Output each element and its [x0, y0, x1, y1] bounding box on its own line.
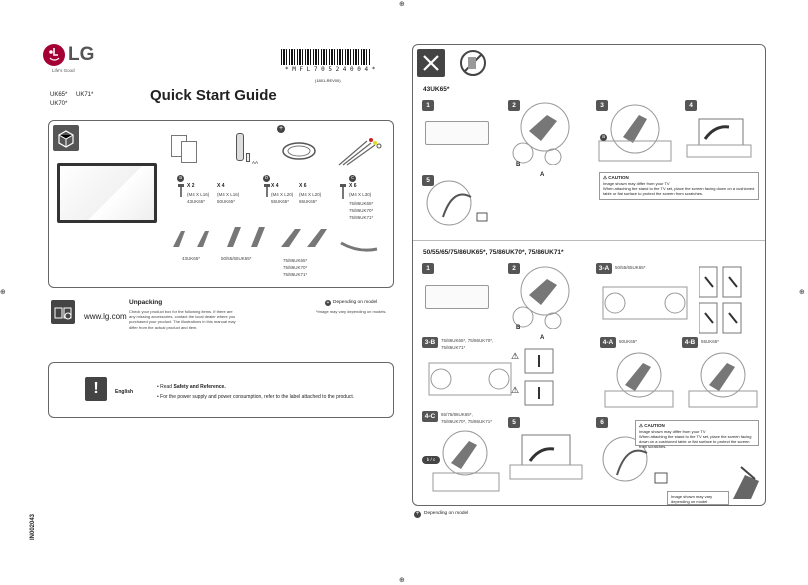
brand-logo-text: LG	[68, 44, 95, 65]
screw-b2-spec: (M4 X L20)	[299, 192, 322, 197]
s2-step-4b: 4-B	[682, 337, 698, 348]
model-uk65: UK65*	[50, 92, 68, 98]
s2-step-4c: 4-C	[422, 411, 438, 422]
stand-75-86-illustration	[277, 225, 333, 251]
s1-step-5-illustration	[423, 177, 495, 229]
screw-b-count: X 4	[271, 183, 279, 189]
screw-a-models: 43UK65*	[187, 199, 206, 204]
av-cable-illustration	[337, 133, 387, 169]
s2-step-5: 5	[508, 417, 520, 428]
page-curl-icon	[731, 461, 761, 501]
page-title: Quick Start Guide	[150, 87, 277, 104]
warning-icon: !	[85, 377, 107, 401]
depending-on-model-note: Depending on model	[333, 300, 378, 305]
safety-reference-link: Safety and Reference.	[173, 384, 226, 390]
s2-step-3b-detail	[511, 345, 571, 409]
unpacking-heading: Unpacking	[129, 299, 163, 306]
caution-icon: ⚠	[639, 423, 645, 428]
depending-plus-icon: +	[326, 300, 330, 306]
screw-b-models: 55UK65*	[271, 199, 290, 204]
s2-step-3a: 3-A	[596, 263, 612, 274]
footer-plus-icon: +	[415, 511, 420, 517]
s2-step-1-illustration	[425, 285, 489, 309]
tools-icon	[417, 49, 445, 77]
screw-c-spec: (M4 X L30)	[349, 192, 372, 197]
s2-step-3a-models: 50/55/65UK65*	[615, 265, 646, 270]
safety-panel	[48, 362, 394, 418]
crop-mark-top: ⊕	[399, 0, 405, 8]
badge-a: a	[177, 175, 184, 182]
remote-illustration	[236, 133, 244, 161]
tv-illustration	[57, 163, 157, 223]
screw-a2-count: X 4	[217, 183, 225, 189]
s1-step-1: 1	[422, 100, 434, 111]
s2-step-2: 2	[508, 263, 520, 274]
assembly-panel	[412, 44, 766, 506]
brand-tagline: Life's Good	[52, 68, 75, 73]
screw-icon	[263, 184, 271, 198]
s1-caution-line-2: When attaching the stand to the TV set, place the screen facing down on a cushioned table or flat surface to protect the screen from scratches.	[603, 185, 755, 196]
safety-line-2: • For the power supply and power consumption, refer to the label attached to the product.	[157, 394, 355, 400]
s1-step-2-illustration	[507, 101, 583, 165]
s2-step-4a-illustration	[601, 351, 677, 409]
s1-caution-title-text: CAUTION	[608, 175, 629, 180]
screw-icon	[339, 184, 347, 200]
crop-mark-bottom: ⊕	[399, 576, 405, 584]
s2-step-4a-models: 50UK65*	[619, 339, 638, 344]
s2-caution-line-2: When attaching the stand to the TV set, place the screen facing down on a cushioned table or flat surface to protect the screen from scratches.	[639, 433, 752, 449]
stand-50-65-models: 50/55/65UK65*	[221, 256, 252, 261]
lg-logo	[43, 44, 65, 66]
s1-label-b: B	[516, 162, 521, 168]
unpacking-body: Check your product box for the following items. If there are any missing accessories, contact the local dealer where you purchased your product. The illustrations in this manual may differ from the actual product and item.	[129, 309, 236, 330]
book-search-icon	[51, 300, 75, 324]
battery-label: AA	[252, 160, 259, 165]
s2-caution-title-text: CAUTION	[644, 423, 665, 428]
s2-step-3a-illustration	[597, 277, 693, 333]
screw-a2-models: 50UK65*	[217, 199, 236, 204]
s1-step-2: 2	[508, 100, 520, 111]
crop-mark-left: ⊕	[0, 288, 6, 296]
stand-43-illustration	[169, 227, 219, 251]
safety-line-1-prefix: • Read	[157, 384, 174, 390]
crop-mark-right: ⊕	[799, 288, 805, 296]
power-cable-illustration	[281, 135, 321, 165]
s2-caution-box	[635, 420, 759, 449]
doc-code: IN002043	[30, 513, 36, 540]
s1-step-1-illustration	[425, 121, 489, 145]
stand-50-65-illustration	[221, 225, 273, 251]
s2-step-4b-illustration	[685, 351, 761, 409]
safety-language: English	[115, 389, 134, 395]
s2-label-b: B	[516, 325, 521, 331]
revision-code: (1801-REV00)	[315, 78, 341, 83]
s2-step-3b: 3-B	[422, 337, 438, 348]
stand-43-models: 43UK65*	[182, 256, 201, 261]
s1-step-3: 3	[596, 100, 608, 111]
s2-step-3b-illustration	[425, 355, 515, 401]
manual-illustration-2	[181, 141, 197, 163]
screw-b-spec: (M4 X L20)	[271, 192, 294, 197]
barcode-text: * M F L 7 0 5 2 4 0 0 4 *	[285, 66, 376, 73]
no-tool-icon	[459, 49, 487, 77]
battery-illustration	[246, 153, 250, 162]
s1-label-A: A	[540, 172, 545, 178]
accessories-panel	[48, 120, 394, 288]
barcode	[281, 49, 371, 65]
image-vary-note: *Image may vary depending on models.	[316, 309, 387, 314]
badge-c: c	[349, 175, 356, 182]
cable-holder-illustration	[339, 239, 379, 253]
screw-a-spec: (M4 X L16)	[187, 192, 210, 197]
s2-step-1: 1	[422, 263, 434, 274]
s2-step-2-illustration	[507, 265, 583, 329]
s1-step-5: 5	[422, 175, 434, 186]
s1-caution-box	[599, 172, 759, 200]
s2-step-6: 6	[596, 417, 608, 428]
s2-badge-bc: b / c	[422, 456, 440, 464]
s2-step-4b-models: 55UK65*	[701, 339, 720, 344]
lg-website[interactable]: www.lg.com	[84, 312, 127, 321]
optional-plus-icon: +	[278, 125, 284, 132]
svg-text:⚠: ⚠	[511, 386, 520, 396]
screw-c-models: 75/86UK65* 75/86UK70* 75/86UK71*	[349, 201, 374, 221]
s2-step-4c-models: 65/75/86UK65*, 75/86UK70*, 75/86UK71*	[441, 412, 493, 424]
s2-label-A: A	[540, 335, 545, 341]
s2-step-4a: 4-A	[600, 337, 616, 348]
s1-caution-line-1: Image shown may differ from your TV	[603, 180, 670, 186]
stand-75-86-models: 75/86UK65* 75/86UK70* 75/86UK71*	[283, 258, 308, 278]
s2-step-5-illustration	[508, 431, 584, 487]
s2-note-box	[667, 491, 729, 505]
screw-icon	[177, 184, 185, 198]
badge-b: b	[263, 175, 270, 182]
s1-step-3-illustration	[595, 101, 675, 165]
screw-b2-count: X 6	[299, 183, 307, 189]
s1-step-4-illustration	[685, 115, 755, 161]
section-divider	[413, 240, 765, 241]
lg-face-icon	[43, 44, 65, 66]
s2-step-3a-detail	[699, 263, 759, 339]
s2-step-3b-models: 75/86UK65*, 75/86UK70*, 75/86UK71*	[441, 338, 494, 350]
section1-title: 43UK65*	[423, 86, 450, 93]
box-icon	[53, 125, 79, 151]
model-uk71: UK71*	[76, 92, 94, 98]
screw-b2-models: 65UK65*	[299, 199, 318, 204]
screw-a-count: X 2	[187, 183, 195, 189]
s2-caution-line-1: Image shown may differ from your TV	[639, 428, 706, 434]
screw-a2-spec: (M4 X L16)	[217, 192, 240, 197]
caution-icon: ⚠	[603, 175, 609, 180]
model-uk70: UK70*	[50, 101, 68, 107]
screw-c-count: X 6	[349, 183, 357, 189]
s1-step-4: 4	[685, 100, 697, 111]
footer-depending-note: Depending on model	[424, 511, 469, 516]
s1-badge-a: a	[600, 134, 607, 141]
s2-note-text: Image shown may vary depending on model	[671, 494, 713, 504]
safety-line-1	[157, 385, 226, 390]
svg-text:⚠: ⚠	[511, 352, 520, 362]
section2-title: 50/55/65/75/86UK65*, 75/86UK70*, 75/86UK71*	[423, 249, 564, 256]
